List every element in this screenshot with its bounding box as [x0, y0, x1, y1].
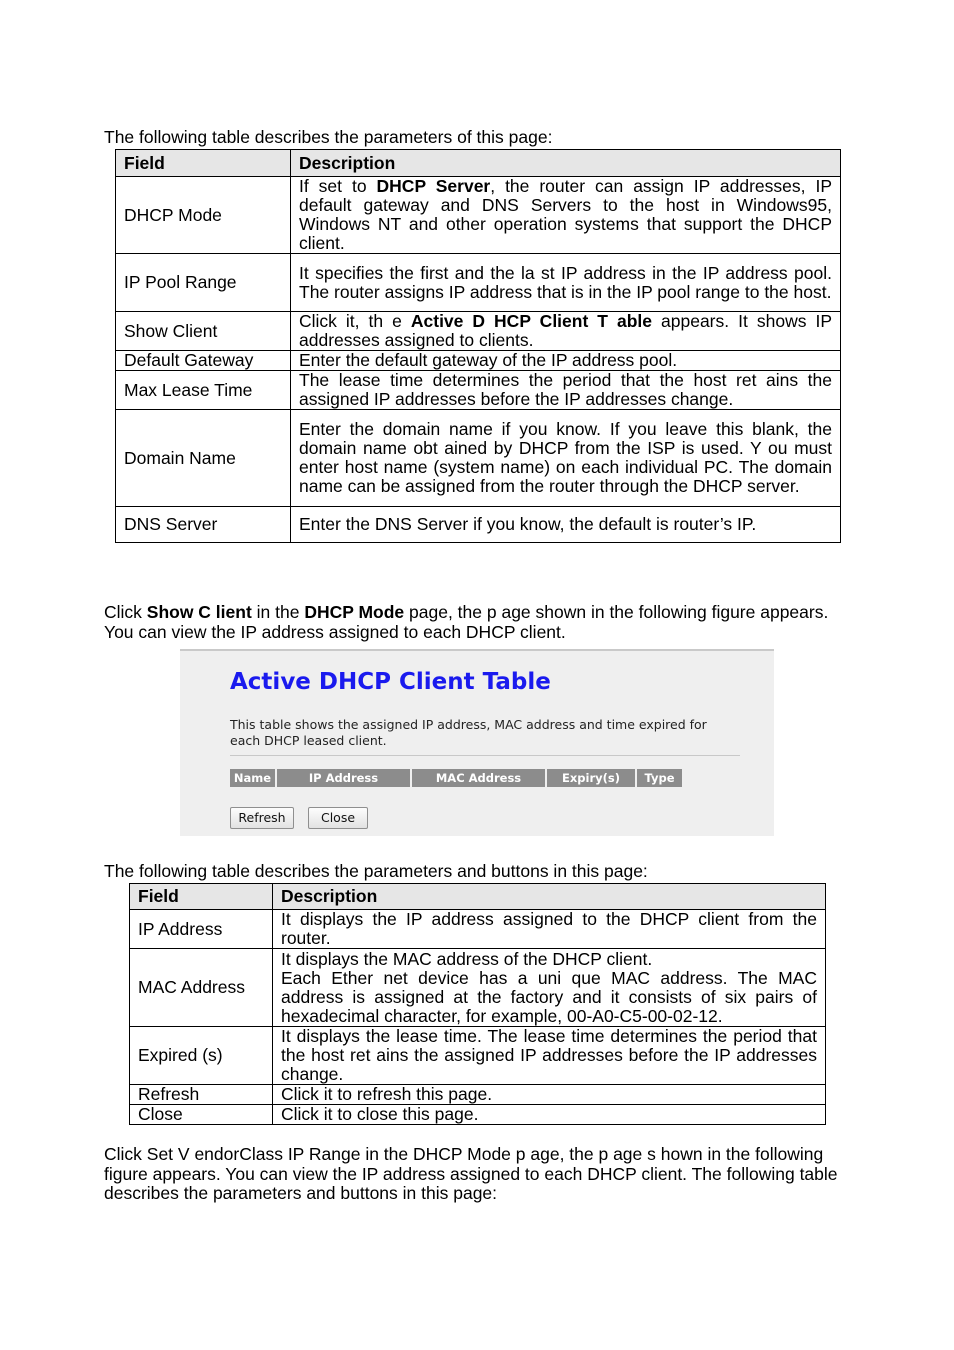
vendorclass-paragraph: Click Set V endorClass IP Range in the DHCP Mode p age, the p age s hown in the following figure appears. You can view the IP address assigned to each DHCP client. The following table describes the parameters and buttons in this page:: [104, 1144, 838, 1203]
description-cell: Click it to close this page.: [273, 1105, 826, 1125]
buttons-table: [129, 883, 826, 1125]
field-cell: IP Address: [130, 910, 273, 949]
field-cell: Close: [130, 1105, 273, 1125]
parameters-table: [115, 149, 841, 543]
refresh-button[interactable]: Refresh: [230, 807, 294, 829]
description-header: Description: [291, 150, 841, 177]
table-row: [116, 177, 841, 254]
show-client-paragraph: Click Show C lient in the DHCP Mode page, the p age shown in the following figure appears. You can view the IP address assigned to each DHCP client.: [104, 602, 829, 642]
bold-term: Show C lient: [146, 602, 252, 622]
field-cell: Domain Name: [116, 410, 291, 507]
divider: [230, 755, 740, 756]
field-cell: Max Lease Time: [116, 371, 291, 410]
field-header: Field: [130, 884, 273, 910]
description-cell: It displays the MAC address of the DHCP client. Each Ether net device has a uni que MAC address. The MAC address is assigned at the factory and it consists of six pairs of hexadecimal character, for example, 00-A0-C5-00-02-12.: [273, 949, 826, 1027]
client-table-header: [230, 769, 682, 787]
field-cell: IP Pool Range: [116, 254, 291, 312]
table-row: [130, 949, 826, 1027]
column-type: Type: [637, 769, 682, 787]
bold-term: DHCP Server: [376, 176, 491, 196]
close-button[interactable]: Close: [308, 807, 368, 829]
field-cell: MAC Address: [130, 949, 273, 1027]
table-row: [130, 1105, 826, 1125]
table2-intro: The following table describes the parameters and buttons in this page:: [104, 861, 648, 881]
description-cell: Enter the domain name if you know. If you leave this blank, the domain name obt ained by DHCP from the ISP is used. Y ou must enter host name (system name) on each individual PC. The domain name can be assigned from the router through the DHCP server.: [291, 410, 841, 507]
table-row: [116, 507, 841, 543]
column-name: Name: [230, 769, 275, 787]
field-cell: Default Gateway: [116, 351, 291, 371]
field-cell: Expired (s): [130, 1027, 273, 1085]
bold-term: DHCP Mode: [304, 602, 405, 622]
figure-title: Active DHCP Client Table: [230, 669, 551, 695]
description-cell: It specifies the first and the la st IP address in the IP address pool. The router assigns IP address that is in the IP pool range to the host.: [291, 254, 841, 312]
column-expiry: Expiry(s): [547, 769, 635, 787]
field-cell: DNS Server: [116, 507, 291, 543]
column-ip-address: IP Address: [277, 769, 410, 787]
table-row: [130, 1027, 826, 1085]
field-cell: Show Client: [116, 312, 291, 351]
bold-term: Active D HCP Client T able: [410, 311, 653, 331]
description-header: Description: [273, 884, 826, 910]
description-cell: It displays the lease time. The lease time determines the period that the host ret ains the assigned IP addresses before the IP addresses change.: [273, 1027, 826, 1085]
table-row: [130, 910, 826, 949]
field-header: Field: [116, 150, 291, 177]
description-cell: Enter the DNS Server if you know, the default is router’s IP.: [291, 507, 841, 543]
table-row: [116, 351, 841, 371]
table-row: [130, 1085, 826, 1105]
description-cell: If set to DHCP Server, the router can assign IP addresses, IP default gateway and DNS Servers to the host in Windows95, Windows NT and other operation systems that support the DHCP client.: [291, 177, 841, 254]
description-cell: The lease time determines the period that the host ret ains the assigned IP addresses before the IP addresses change.: [291, 371, 841, 410]
dhcp-client-table-figure: [180, 649, 774, 836]
table-row: [116, 410, 841, 507]
table-row: [116, 371, 841, 410]
field-cell: DHCP Mode: [116, 177, 291, 254]
table1-intro: The following table describes the parameters of this page:: [104, 127, 553, 147]
description-cell: It displays the IP address assigned to the DHCP client from the router.: [273, 910, 826, 949]
description-cell: Click it to refresh this page.: [273, 1085, 826, 1105]
description-cell: Click it, th e Active D HCP Client T able appears. It shows IP addresses assigned to clients.: [291, 312, 841, 351]
column-mac-address: MAC Address: [412, 769, 545, 787]
figure-description: This table shows the assigned IP address, MAC address and time expired for each DHCP leased client.: [230, 717, 707, 748]
table-row: [116, 312, 841, 351]
field-cell: Refresh: [130, 1085, 273, 1105]
description-cell: Enter the default gateway of the IP address pool.: [291, 351, 841, 371]
table-row: [116, 254, 841, 312]
